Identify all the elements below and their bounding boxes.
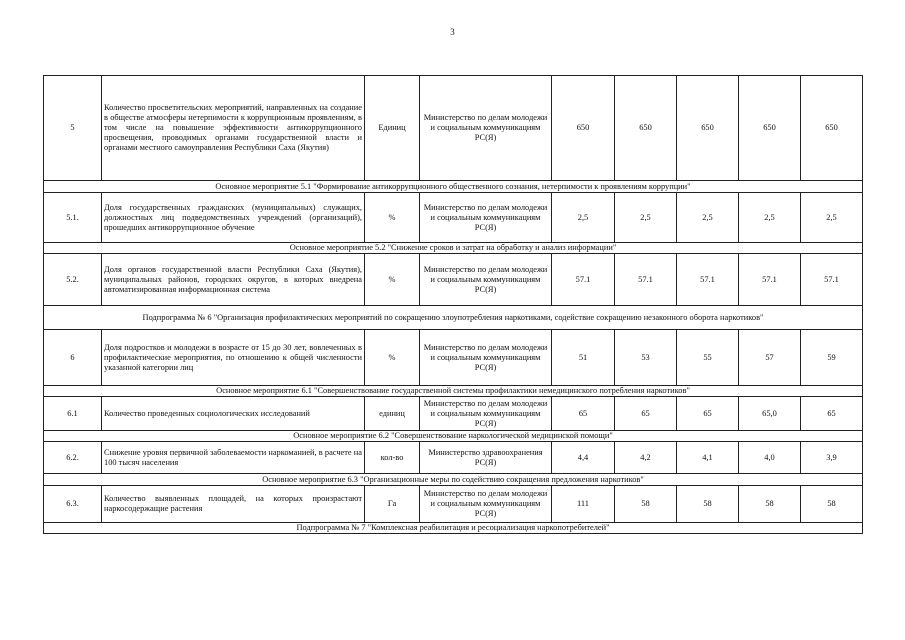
value-cell: 4,1 [677, 442, 739, 474]
value-cell: 2,5 [552, 193, 615, 243]
responsible-body: Министерство по делам молодежи и социальным коммуникациям РС(Я) [420, 486, 552, 523]
value-cell: 57.1 [801, 254, 863, 306]
section-title: Основное мероприятие 6.3 "Организационные меры по содействию сокращения предложения наркотиков" [44, 474, 863, 486]
table-row [44, 397, 863, 431]
value-cell: 59 [801, 330, 863, 386]
row-number: 5.2. [44, 254, 102, 306]
indicator-name: Снижение уровня первичной заболеваемости наркоманией, в расчете на 100 тысяч населения [102, 442, 365, 474]
section-header-row [44, 243, 863, 254]
section-header-row [44, 306, 863, 330]
table-row [44, 486, 863, 523]
section-title: Основное мероприятие 6.1 "Совершенствование государственной системы профилактики немедицинского потребления наркотиков" [44, 386, 863, 397]
value-cell: 65 [801, 397, 863, 431]
page-number: 3 [450, 27, 455, 37]
value-cell: 65,0 [739, 397, 801, 431]
value-cell: 53 [615, 330, 677, 386]
indicators-table [43, 75, 863, 534]
row-number: 6.2. [44, 442, 102, 474]
section-title: Подпрограмма № 7 "Комплексная реабилитация и ресоциализация наркопотребителей" [44, 523, 863, 534]
value-cell: 57 [739, 330, 801, 386]
value-cell: 57.1 [739, 254, 801, 306]
value-cell: 4,4 [552, 442, 615, 474]
section-title: Подпрограмма № 6 "Организация профилактических мероприятий по сокращению злоупотребления наркотиками, содействие сокращению незаконного оборота наркотиков" [44, 306, 863, 330]
table-row [44, 76, 863, 181]
section-header-row [44, 474, 863, 486]
responsible-body: Министерство по делам молодежи и социальным коммуникациям РС(Я) [420, 330, 552, 386]
indicator-name: Доля органов государственной власти Республики Саха (Якутия), муниципальных районов, городских округов, в которых внедрена автоматизированная информационная система [102, 254, 365, 306]
unit-of-measure: Га [365, 486, 420, 523]
value-cell: 2,5 [739, 193, 801, 243]
value-cell: 57.1 [677, 254, 739, 306]
row-number: 5.1. [44, 193, 102, 243]
value-cell: 4,0 [739, 442, 801, 474]
section-header-row [44, 431, 863, 442]
section-title: Основное мероприятие 6.2 "Совершенствование наркологической медицинской помощи" [44, 431, 863, 442]
indicator-name: Доля подростков и молодежи в возрасте от 15 до 30 лет, вовлеченных в профилактические мероприятия, по отношению к общей численности указанной категории лиц [102, 330, 365, 386]
table-row [44, 254, 863, 306]
value-cell: 2,5 [677, 193, 739, 243]
unit-of-measure: единиц [365, 397, 420, 431]
value-cell: 650 [677, 76, 739, 181]
indicator-name: Количество просветительских мероприятий, направленных на создание в обществе атмосферы нетерпимости к коррупционным проявлениям, в том числе на повышение эффективности антикоррупционного просвещения, проводимых органами государственной власти и органами местного самоуправления Республики Саха (Якутия) [102, 76, 365, 181]
table-row [44, 193, 863, 243]
value-cell: 650 [552, 76, 615, 181]
indicator-name: Количество выявленных площадей, на которых произрастают наркосодержащие растения [102, 486, 365, 523]
value-cell: 3,9 [801, 442, 863, 474]
indicator-name: Доля государственных гражданских (муниципальных) служащих, должностных лиц подведомственных учреждений (организаций), прошедших антикоррупционное обучение [102, 193, 365, 243]
value-cell: 58 [801, 486, 863, 523]
responsible-body: Министерство по делам молодежи и социальным коммуникациям РС(Я) [420, 76, 552, 181]
responsible-body: Министерство по делам молодежи и социальным коммуникациям РС(Я) [420, 254, 552, 306]
table-row [44, 442, 863, 474]
value-cell: 65 [677, 397, 739, 431]
value-cell: 57.1 [552, 254, 615, 306]
value-cell: 2,5 [801, 193, 863, 243]
value-cell: 58 [677, 486, 739, 523]
value-cell: 2,5 [615, 193, 677, 243]
section-header-row [44, 181, 863, 193]
unit-of-measure: Единиц [365, 76, 420, 181]
section-title: Основное мероприятие 5.1 "Формирование антикоррупционного общественного сознания, нетерпимости к проявлениям коррупции" [44, 181, 863, 193]
section-title: Основное мероприятие 5.2 "Снижение сроков и затрат на обработку и анализ информации" [44, 243, 863, 254]
value-cell: 650 [801, 76, 863, 181]
value-cell: 650 [615, 76, 677, 181]
responsible-body: Министерство по делам молодежи и социальным коммуникациям РС(Я) [420, 193, 552, 243]
unit-of-measure: % [365, 193, 420, 243]
value-cell: 650 [739, 76, 801, 181]
value-cell: 65 [552, 397, 615, 431]
value-cell: 65 [615, 397, 677, 431]
row-number: 6.1 [44, 397, 102, 431]
value-cell: 111 [552, 486, 615, 523]
table-row [44, 330, 863, 386]
unit-of-measure: % [365, 330, 420, 386]
value-cell: 57.1 [615, 254, 677, 306]
row-number: 6 [44, 330, 102, 386]
row-number: 5 [44, 76, 102, 181]
unit-of-measure: кол-во [365, 442, 420, 474]
responsible-body: Министерство по делам молодежи и социальным коммуникациям РС(Я) [420, 397, 552, 431]
indicator-name: Количество проведенных социологических исследований [102, 397, 365, 431]
section-header-row [44, 386, 863, 397]
value-cell: 58 [739, 486, 801, 523]
unit-of-measure: % [365, 254, 420, 306]
value-cell: 58 [615, 486, 677, 523]
value-cell: 51 [552, 330, 615, 386]
value-cell: 55 [677, 330, 739, 386]
row-number: 6.3. [44, 486, 102, 523]
section-header-row [44, 523, 863, 534]
responsible-body: Министерство здравоохранения РС(Я) [420, 442, 552, 474]
value-cell: 4,2 [615, 442, 677, 474]
